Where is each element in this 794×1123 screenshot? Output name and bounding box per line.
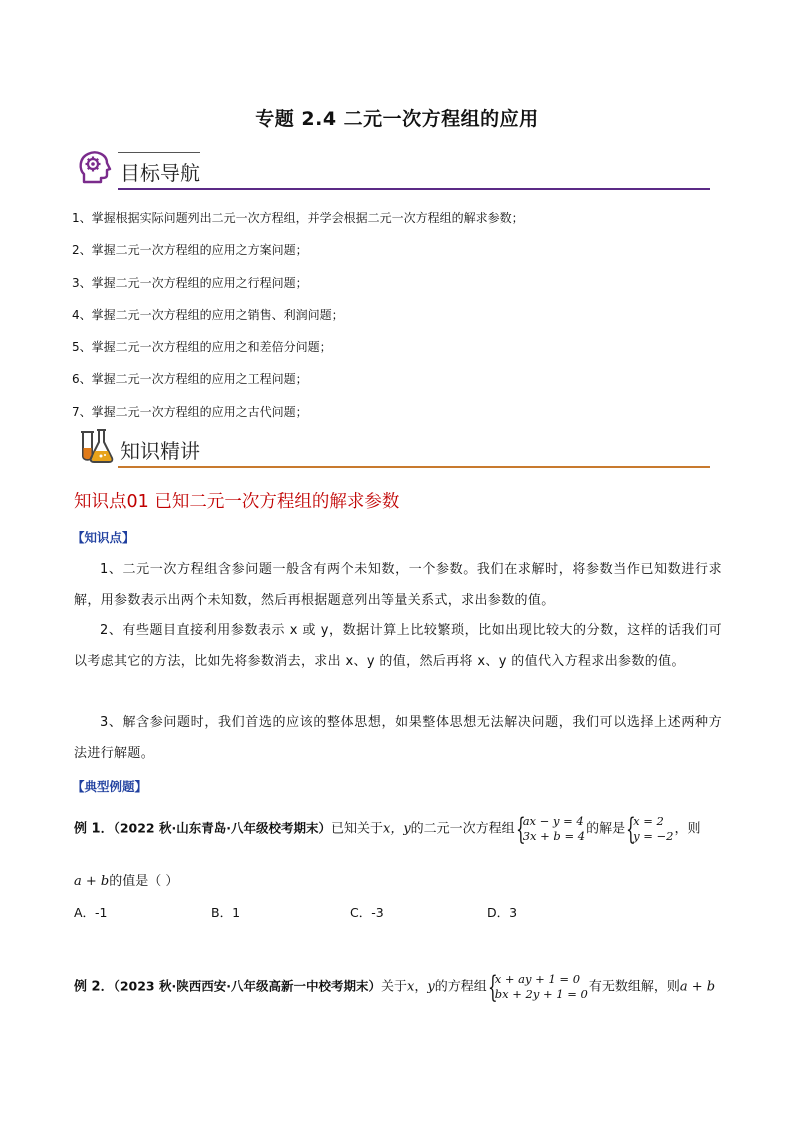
goal-item: 6、掌握二元一次方程组的应用之工程问题；	[72, 372, 308, 387]
example-1: 例 1．（2022 秋·山东青岛·八年级校考期末）已知关于x，y的二元一次方程组 { ax − y = 4 3x + b = 4 的解是 { x = 2 y = −2 ，则	[74, 812, 701, 847]
section-title: 知识精讲	[120, 439, 200, 463]
section-title: 目标导航	[120, 161, 200, 185]
goal-item: 3、掌握二元一次方程组的应用之行程问题；	[72, 275, 308, 290]
expression: a + b	[679, 979, 716, 995]
examples-tag: 【典型例题】	[72, 779, 148, 794]
goal-list	[72, 202, 732, 428]
page-title: 专题 2.4 二元一次方程组的应用	[255, 108, 539, 130]
expression: a + b	[74, 874, 110, 889]
goal-item: 2、掌握二元一次方程组的应用之方案问题；	[72, 243, 308, 258]
section-divider	[118, 466, 710, 468]
example-2: 例 2．（2023 秋·陕西西安·八年级高新一中校考期末）关于x，y的方程组 { x + ay + 1 = 0 bx + 2y + 1 = 0 有无数组解，则a + b	[74, 970, 716, 1005]
variables: x，y	[382, 821, 411, 837]
example-source: （2023 秋·陕西西安·八年级高新一中校考期末）	[113, 978, 381, 994]
section-divider	[118, 188, 710, 190]
option-b[interactable]: B．1	[211, 905, 241, 920]
example-label: 例 2．	[74, 979, 114, 995]
option-d[interactable]: D．3	[487, 905, 518, 920]
goal-item: 7、掌握二元一次方程组的应用之古代问题；	[72, 404, 308, 419]
header-accent-line	[118, 152, 200, 153]
goal-item: 1、掌握根据实际问题列出二元一次方程组，并学会根据二元一次方程组的解求参数；	[72, 211, 524, 225]
goal-item: 4、掌握二元一次方程组的应用之销售、利润问题；	[72, 307, 344, 322]
option-c[interactable]: C．-3	[350, 905, 384, 920]
lab-flask-icon	[76, 426, 114, 464]
option-a[interactable]: A．-1	[74, 905, 108, 920]
solution-system: { x = 2 y = −2	[626, 812, 674, 847]
example-source: （2022 秋·山东青岛·八年级校考期末）	[113, 820, 331, 836]
example-label: 例 1．	[74, 821, 114, 837]
knowledge-paragraph: 3、解含参问题时，我们首选的应该的整体思想，如果整体思想无法解决问题，我们可以选择上述两种方法进行解题。	[74, 715, 722, 761]
knowledge-paragraph: 1、二元一次方程组含参问题一般含有两个未知数，一个参数。我们在求解时，将参数当作已知数进行求解，用参数表示出两个未知数，然后再根据题意列出等量关系式，求出参数的值。	[74, 562, 722, 608]
section-header-goals	[72, 148, 710, 190]
example-1-question: a + b的值是（ ）	[74, 874, 179, 889]
head-gear-icon	[76, 148, 114, 186]
knowledge-point-title: 知识点01 已知二元一次方程组的解求参数	[74, 492, 400, 512]
section-header-knowledge	[72, 426, 710, 468]
equation-system: { x + ay + 1 = 0 bx + 2y + 1 = 0	[487, 970, 588, 1005]
goal-item: 5、掌握二元一次方程组的应用之和差倍分问题；	[72, 340, 332, 355]
equation-system: { ax − y = 4 3x + b = 4	[515, 812, 586, 847]
knowledge-tag: 【知识点】	[72, 530, 135, 545]
knowledge-paragraph: 2、有些题目直接利用参数表示 x 或 y，数据计算上比较繁琐，比如出现比较大的分数，这样的话我们可以考虑其它的方法，比如先将参数消去，求出 x、y 的值，然后再将 x、y 的值代入方程求出参数的值。	[74, 623, 722, 669]
